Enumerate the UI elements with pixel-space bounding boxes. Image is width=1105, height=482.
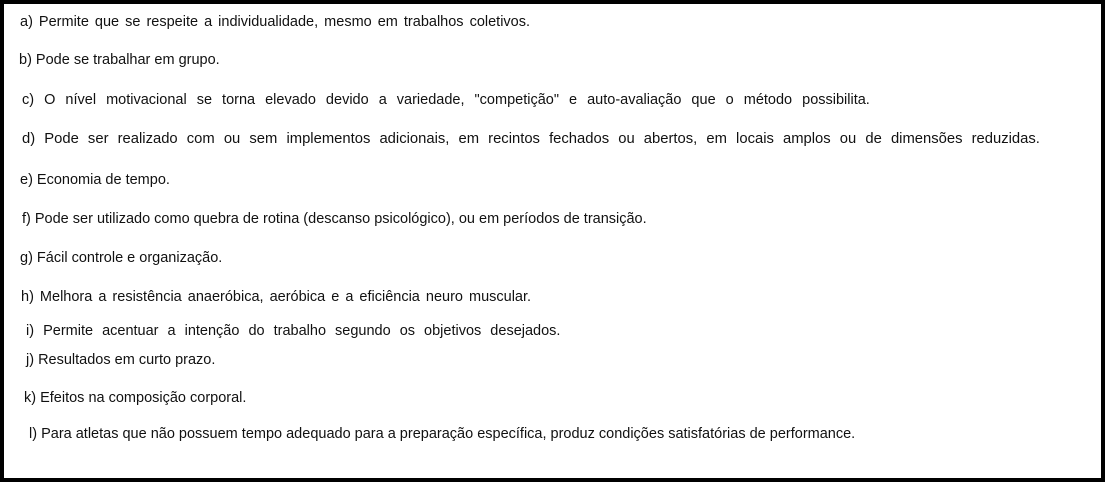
list-item-e: e) Economia de tempo. [20,172,170,188]
list-item-k: k) Efeitos na composição corporal. [24,390,247,406]
list-item-d: d) Pode ser realizado com ou sem implementos adicionais, em recintos fechados ou abertos, em locais amplos ou de dimensões reduzidas. [22,131,1040,147]
list-item-c: c) O nível motivacional se torna elevado devido a variedade, "competição" e auto-avaliação que o método possibilita. [22,92,870,108]
list-item-j: j) Resultados em curto prazo. [26,352,216,368]
list-item-g: g) Fácil controle e organização. [20,250,223,266]
list-item-a: a) Permite que se respeite a individualidade, mesmo em trabalhos coletivos. [20,14,531,30]
list-item-h: h) Melhora a resistência anaeróbica, aeróbica e a eficiência neuro muscular. [21,289,532,305]
list-item-f: f) Pode ser utilizado como quebra de rotina (descanso psicológico), ou em períodos de transição. [22,211,647,227]
list-item-i: i) Permite acentuar a intenção do trabalho segundo os objetivos desejados. [26,323,561,339]
list-item-b: b) Pode se trabalhar em grupo. [19,52,220,68]
list-item-l: l) Para atletas que não possuem tempo adequado para a preparação específica, produz condições satisfatórias de performance. [29,426,856,442]
